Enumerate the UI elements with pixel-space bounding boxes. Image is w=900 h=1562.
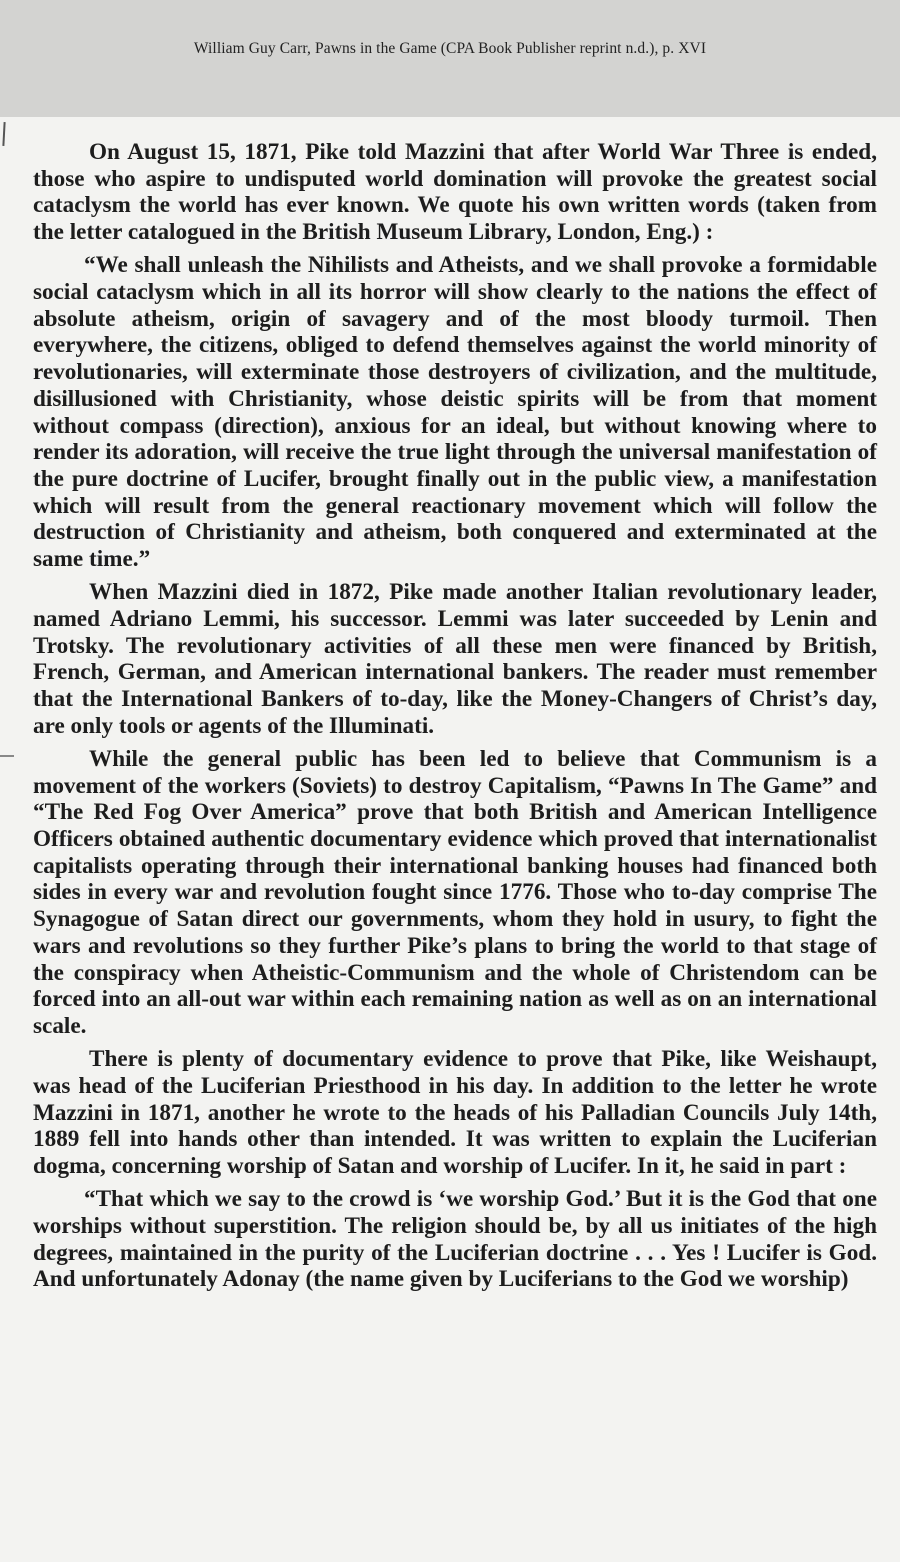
scan-margin-mark (2, 122, 5, 146)
scanned-page (0, 117, 900, 1562)
paragraph-priesthood: There is plenty of documentary evidence to prove that Pike, like Weishaupt, was head of the Luciferian Priesthood in his day. In addition to the letter he wrote Mazzini in 1871, another he wrote to the heads of his Palladian Councils July 14th, 1889 fell into hands other than intended. It was written to explain the Luciferian dogma, concerning worship of Satan and worship of Lucifer. In it, he said in part : (33, 1046, 877, 1180)
quote-lucifer: “That which we say to the crowd is ‘we worship God.’ But it is the God that one worships without superstition. The religion should be, by all us initiates of the high degrees, maintained in the purity of the Luciferian doctrine . . . Yes ! Lucifer is God. And unfortunately Adonay (the name given by Luciferians to the God we worship) (33, 1186, 877, 1293)
scan-stray-mark (0, 755, 14, 757)
article-body (33, 139, 877, 1300)
citation-header (0, 0, 900, 117)
paragraph-communism: While the general public has been led to believe that Communism is a movement of the workers (Soviets) to destroy Capitalism, “Pawns In The Game” and “The Red Fog Over America” prove that both British and American Intelligence Officers obtained authentic documentary evidence which proved that internationalist capitalists operating through their international banking houses had financed both sides in every war and revolution fought since 1776. Those who to-day comprise The Synagogue of Satan direct our governments, whom they hold in usury, to fight the wars and revolutions so they further Pike’s plans to bring the world to that stage of the conspiracy when Atheistic-Communism and the whole of Christendom can be forced into an all-out war within each remaining nation as well as on an international scale. (33, 745, 877, 1039)
quote-cataclysm: “We shall unleash the Nihilists and Atheists, and we shall provoke a formidable social cataclysm which in all its horror will show clearly to the nations the effect of absolute atheism, origin of savagery and of the most bloody turmoil. Then everywhere, the citizens, obliged to defend themselves against the world minority of revolutionaries, will exterminate those destroyers of civilization, and the multitude, disillusioned with Christianity, whose deistic spirits will be from that moment without compass (direction), anxious for an ideal, but without knowing where to render its adoration, will receive the true light through the universal manifestation of the pure doctrine of Lucifer, brought finally out in the public view, a manifestation which will result from the general reactionary movement which will follow the destruction of Christianity and atheism, both conquered and exterminated at the same time.” (33, 252, 877, 573)
source-citation: William Guy Carr, Pawns in the Game (CPA Book Publisher reprint n.d.), p. XVI (193, 40, 707, 57)
paragraph-lemmi: When Mazzini died in 1872, Pike made another Italian revolutionary leader, named Adriano Lemmi, his successor. Lemmi was later succeeded by Lenin and Trotsky. The revolutionary activities of all these men were financed by British, French, German, and American international bankers. The reader must remember that the International Bankers of to-day, like the Money-Changers of Christ’s day, are only tools or agents of the Illuminati. (33, 579, 877, 739)
paragraph-pike-mazzini: On August 15, 1871, Pike told Mazzini that after World War Three is ended, those who aspire to undisputed world domination will provoke the greatest social cataclysm the world has ever known. We quote his own written words (taken from the letter catalogued in the British Museum Library, London, Eng.) : (33, 139, 877, 246)
